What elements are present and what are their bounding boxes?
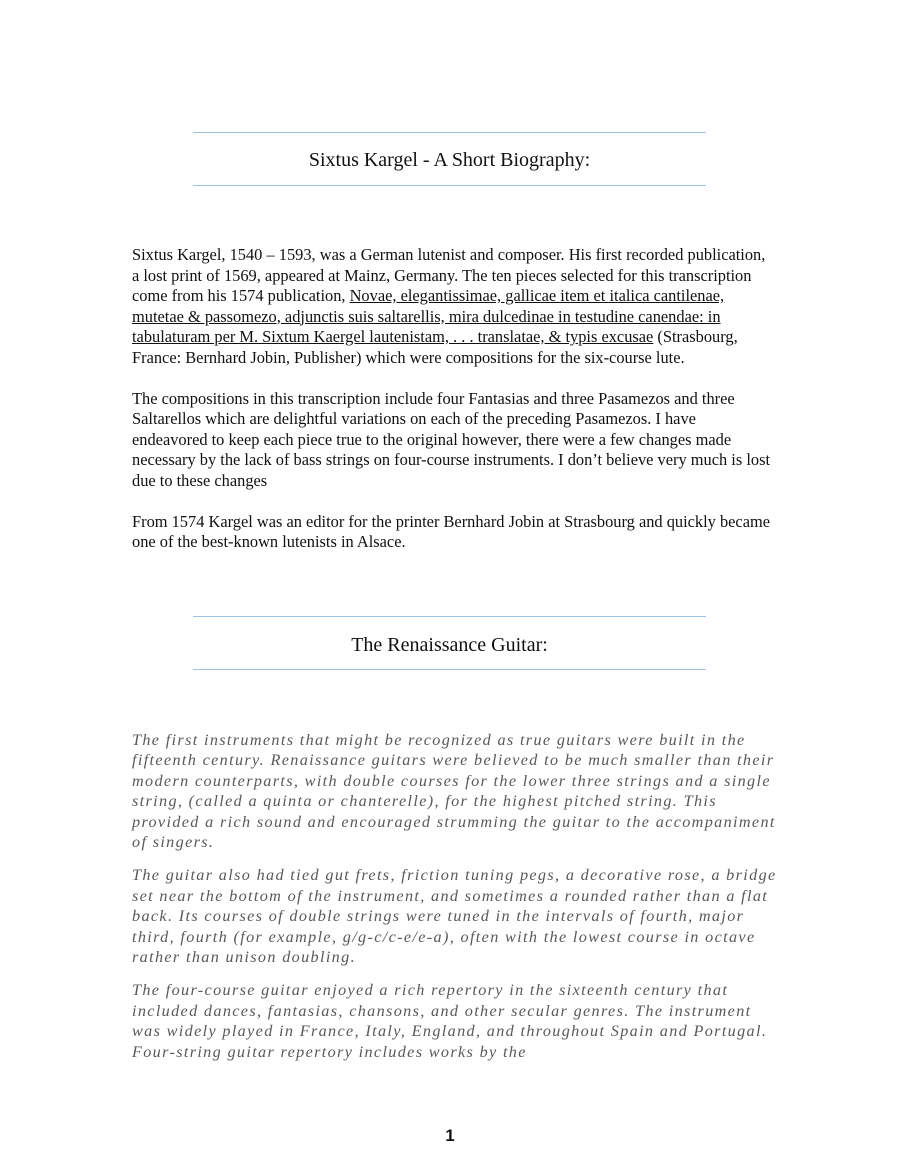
biography-text [132,245,772,553]
biography-text-intro: Sixtus Kargel, 1540 – 1593, was a German lutenist and composer. His first recorded publication, a lost print of 1569, appeared at Mainz, Germany. The ten pieces selected for this transcription come from his 1574 publication, [132,245,766,305]
heading-rule-bottom [193,185,706,186]
heading-rule-bottom [193,669,706,670]
section-heading-biography: Sixtus Kargel - A Short Biography: [308,149,591,171]
guitar-paragraph-repertory: The four-course guitar enjoyed a rich repertory in the sixteenth century that included dances, fantasias, chansons, and other secular genres. The instrument was widely played in France, Italy, England, and throughout Spain and Portugal. Four-string guitar repertory includes works by the [132,981,768,1061]
biography-text-publisher: (Strasbourg, France: Bernhard Jobin, Publisher) which were compositions for the six-course lute. [132,327,738,367]
guitar-paragraph-origins: The first instruments that might be recognized as true guitars were built in the fifteenth century. Renaissance guitars were believed to be much smaller than their modern counterparts, with double courses for the lower three strings and a single string, (called a quinta or chanterelle), for the highest pitched string. This provided a rich sound and encouraged strumming the guitar to the accompaniment of singers. [132,731,776,852]
heading-rule-top [193,616,706,617]
page-number: 1 [445,1126,455,1145]
guitar-paragraph-construction: The guitar also had tied gut frets, friction tuning pegs, a decorative rose, a bridge set near the bottom of the instrument, and sometimes a rounded rather than a flat back. Its courses of double strings were tuned in the intervals of fourth, major third, fourth (for example, g/g-c/c-e/e-a), often with the lowest course in octave rather than unison doubling. [132,866,777,967]
compositions-paragraph: The compositions in this transcription include four Fantasias and three Pasamezos and three Saltarellos which are delightful variations on each of the preceding Pasamezos. I have endeavored to keep each piece true to the original however, there were a few changes made necessary by the lack of bass strings on four-course instruments. I don’t believe very much is lost due to these changes [132,388,771,490]
biography-paragraph [132,245,772,368]
section-heading-renaissance-guitar: The Renaissance Guitar: [351,634,548,656]
renaissance-guitar-text [132,730,782,1062]
heading-rule-top [193,132,706,133]
publication-title: Novae, elegantissimae, gallicae item et italica cantilenae, mutetae & passomezo, adjunctis suis saltarellis, mira dulcedinae in testudine canendae: in tabulaturam per M. Sixtum Kaergel lautenistam, . . . translatae, & typis excusae [132,286,725,346]
editor-paragraph: From 1574 Kargel was an editor for the printer Bernhard Jobin at Strasbourg and quickly became one of the best-known lutenists in Alsace. [132,511,771,551]
